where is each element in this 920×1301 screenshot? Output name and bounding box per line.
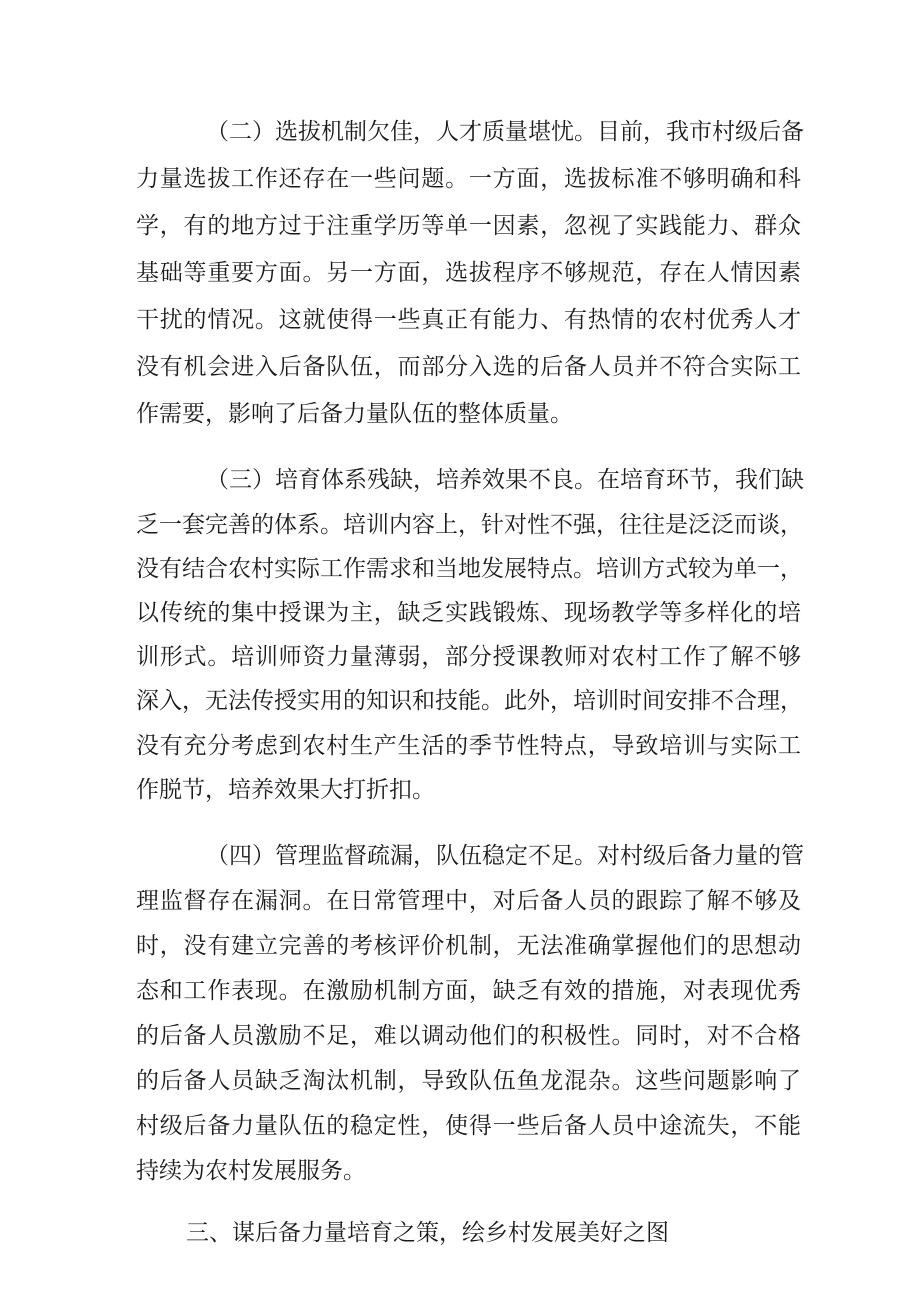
section-heading: 三、谋后备力量培育之策，绘乡村发展美好之图 xyxy=(186,1220,669,1246)
text-line: （三）培育体系残缺，培养效果不良。在培育环节，我们缺 xyxy=(206,467,804,493)
text-line: 村级后备力量队伍的稳定性，使得一些后备人员中途流失，不能 xyxy=(136,1113,801,1139)
text-line: 干扰的情况。这就使得一些真正有能力、有热情的农村优秀人才 xyxy=(136,307,801,333)
text-line: 以传统的集中授课为主，缺乏实践锻炼、现场教学等多样化的培 xyxy=(136,600,801,626)
text-line: 的后备人员缺乏淘汰机制，导致队伍鱼龙混杂。这些问题影响了 xyxy=(136,1068,801,1094)
text-line: 基础等重要方面。另一方面，选拔程序不够规范，存在人情因素 xyxy=(136,260,801,286)
text-line: 没有充分考虑到农村生产生活的季节性特点，导致培训与实际工 xyxy=(136,733,801,759)
text-line: 态和工作表现。在激励机制方面，缺乏有效的措施，对表现优秀 xyxy=(136,978,801,1004)
text-line: 的后备人员激励不足，难以调动他们的积极性。同时，对不合格 xyxy=(136,1023,801,1049)
text-line: 训形式。培训师资力量薄弱，部分授课教师对农村工作了解不够 xyxy=(136,644,801,670)
text-line: 学，有的地方过于注重学历等单一因素，忽视了实践能力、群众 xyxy=(136,213,801,239)
text-line: 没有机会进入后备队伍，而部分入选的后备人员并不符合实际工 xyxy=(136,354,801,380)
text-line: 时，没有建立完善的考核评价机制，无法准确掌握他们的思想动 xyxy=(136,933,801,959)
text-line: （四）管理监督疏漏，队伍稳定不足。对村级后备力量的管 xyxy=(206,843,804,869)
text-line: 持续为农村发展服务。 xyxy=(136,1158,366,1184)
text-line: 力量选拔工作还存在一些问题。一方面，选拔标准不够明确和科 xyxy=(136,166,801,192)
text-line: 作脱节，培养效果大打折扣。 xyxy=(136,777,435,803)
text-line: 深入，无法传授实用的知识和技能。此外，培训时间安排不合理， xyxy=(136,688,803,714)
text-line: 作需要，影响了后备力量队伍的整体质量。 xyxy=(136,401,573,427)
text-line: （二）选拔机制欠佳，人才质量堪忧。目前，我市村级后备 xyxy=(206,119,804,145)
text-line: 理监督存在漏洞。在日常管理中，对后备人员的跟踪了解不够及 xyxy=(136,888,801,914)
text-line: 乏一套完善的体系。培训内容上，针对性不强，往往是泛泛而谈， xyxy=(136,512,803,538)
text-line: 没有结合农村实际工作需求和当地发展特点。培训方式较为单一， xyxy=(136,556,803,582)
